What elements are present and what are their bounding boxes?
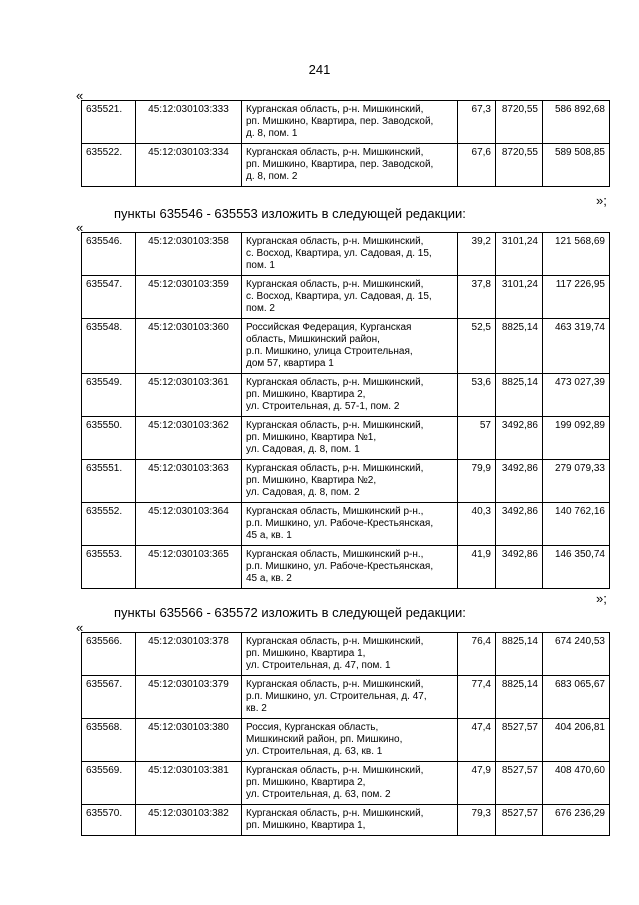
address-cell <box>242 417 458 460</box>
address-line: Курганская область, р-н. Мишкинский, <box>246 636 424 647</box>
area-cell: 41,9 <box>458 546 496 589</box>
cadastral-number-cell: 45:12:030103:381 <box>136 762 242 805</box>
area-cell: 79,3 <box>458 805 496 836</box>
table-row <box>82 319 610 374</box>
item-number-cell: 635522. <box>82 144 136 187</box>
area-cell: 53,6 <box>458 374 496 417</box>
item-number-cell: 635569. <box>82 762 136 805</box>
cadastral-number-cell: 45:12:030103:365 <box>136 546 242 589</box>
registry-table <box>81 232 610 589</box>
section-intro: пункты 635566 - 635572 изложить в следующей редакции: <box>114 605 466 620</box>
cadastral-cost-cell: 199 092,89 <box>543 417 610 460</box>
item-number-cell: 635570. <box>82 805 136 836</box>
unit-price-cell: 8720,55 <box>496 101 543 144</box>
registry-table <box>81 632 610 836</box>
address-line: д. 8, пом. 1 <box>246 128 298 139</box>
address-line: Курганская область, Мишкинский р-н., <box>246 549 424 560</box>
address-line: с. Восход, Квартира, ул. Садовая, д. 15, <box>246 248 432 259</box>
unit-price-cell: 8527,57 <box>496 762 543 805</box>
item-number-cell: 635553. <box>82 546 136 589</box>
address-cell <box>242 233 458 276</box>
address-line: Курганская область, р-н. Мишкинский, <box>246 236 424 247</box>
registry-table-body <box>82 233 610 589</box>
address-line: пом. 1 <box>246 260 275 271</box>
cadastral-cost-cell: 674 240,53 <box>543 633 610 676</box>
address-line: рп. Мишкино, Квартира 1, <box>246 648 366 659</box>
address-cell <box>242 319 458 374</box>
page-number: 241 <box>308 62 331 77</box>
address-line: пом. 2 <box>246 303 275 314</box>
cadastral-number-cell: 45:12:030103:378 <box>136 633 242 676</box>
item-number-cell: 635521. <box>82 101 136 144</box>
address-line: Российская Федерация, Курганская <box>246 322 412 333</box>
address-line: Курганская область, Мишкинский р-н., <box>246 506 424 517</box>
address-line: Курганская область, р-н. Мишкинский, <box>246 463 424 474</box>
address-cell <box>242 144 458 187</box>
address-line: рп. Мишкино, Квартира 2, <box>246 777 366 788</box>
table-row <box>82 417 610 460</box>
cadastral-number-cell: 45:12:030103:358 <box>136 233 242 276</box>
cadastral-cost-cell: 146 350,74 <box>543 546 610 589</box>
item-number-cell: 635551. <box>82 460 136 503</box>
address-line: ул. Строительная, д. 63, пом. 2 <box>246 789 391 800</box>
address-cell <box>242 719 458 762</box>
open-quote: « <box>76 220 84 235</box>
cadastral-cost-cell: 117 226,95 <box>543 276 610 319</box>
address-line: рп. Мишкино, Квартира №2, <box>246 475 377 486</box>
address-line: р.п. Мишкино, ул. Рабоче-Крестьянская, <box>246 561 434 572</box>
address-line: Курганская область, р-н. Мишкинский, <box>246 808 424 819</box>
address-line: ул. Строительная, д. 57-1, пом. 2 <box>246 401 400 412</box>
table-row <box>82 101 610 144</box>
cadastral-number-cell: 45:12:030103:380 <box>136 719 242 762</box>
item-number-cell: 635546. <box>82 233 136 276</box>
address-line: кв. 2 <box>246 703 267 714</box>
unit-price-cell: 3101,24 <box>496 276 543 319</box>
item-number-cell: 635548. <box>82 319 136 374</box>
open-quote: « <box>76 88 84 103</box>
address-line: с. Восход, Квартира, ул. Садовая, д. 15, <box>246 291 432 302</box>
address-cell <box>242 276 458 319</box>
table-row <box>82 633 610 676</box>
registry-table-body <box>82 101 610 187</box>
section-intro: пункты 635546 - 635553 изложить в следующей редакции: <box>114 206 466 221</box>
area-cell: 67,6 <box>458 144 496 187</box>
area-cell: 76,4 <box>458 633 496 676</box>
unit-price-cell: 3101,24 <box>496 233 543 276</box>
item-number-cell: 635550. <box>82 417 136 460</box>
table-row <box>82 762 610 805</box>
address-line: Курганская область, р-н. Мишкинский, <box>246 377 424 388</box>
address-cell <box>242 805 458 836</box>
address-line: ул. Строительная, д. 63, кв. 1 <box>246 746 383 757</box>
area-cell: 79,9 <box>458 460 496 503</box>
cadastral-cost-cell: 279 079,33 <box>543 460 610 503</box>
address-line: д. 8, пом. 2 <box>246 171 298 182</box>
unit-price-cell: 8825,14 <box>496 633 543 676</box>
cadastral-number-cell: 45:12:030103:363 <box>136 460 242 503</box>
cadastral-number-cell: 45:12:030103:333 <box>136 101 242 144</box>
address-cell <box>242 676 458 719</box>
cadastral-number-cell: 45:12:030103:379 <box>136 676 242 719</box>
table-row <box>82 460 610 503</box>
address-line: 45 а, кв. 2 <box>246 573 292 584</box>
address-line: Курганская область, р-н. Мишкинский, <box>246 679 424 690</box>
address-cell <box>242 503 458 546</box>
item-number-cell: 635547. <box>82 276 136 319</box>
cadastral-cost-cell: 404 206,81 <box>543 719 610 762</box>
address-line: р.п. Мишкино, улица Строительная, <box>246 346 413 357</box>
unit-price-cell: 3492,86 <box>496 417 543 460</box>
address-line: Курганская область, р-н. Мишкинский, <box>246 147 424 158</box>
unit-price-cell: 3492,86 <box>496 460 543 503</box>
table-row <box>82 719 610 762</box>
address-line: рп. Мишкино, Квартира №1, <box>246 432 377 443</box>
close-quote: »; <box>596 193 607 208</box>
table-row <box>82 805 610 836</box>
table-row <box>82 546 610 589</box>
table-row <box>82 144 610 187</box>
address-cell <box>242 374 458 417</box>
cadastral-cost-cell: 589 508,85 <box>543 144 610 187</box>
address-line: ул. Садовая, д. 8, пом. 1 <box>246 444 360 455</box>
cadastral-cost-cell: 463 319,74 <box>543 319 610 374</box>
cadastral-number-cell: 45:12:030103:359 <box>136 276 242 319</box>
item-number-cell: 635549. <box>82 374 136 417</box>
item-number-cell: 635567. <box>82 676 136 719</box>
address-cell <box>242 101 458 144</box>
address-line: рп. Мишкино, Квартира, пер. Заводской, <box>246 159 434 170</box>
unit-price-cell: 8527,57 <box>496 805 543 836</box>
area-cell: 77,4 <box>458 676 496 719</box>
cadastral-cost-cell: 121 568,69 <box>543 233 610 276</box>
cadastral-cost-cell: 676 236,29 <box>543 805 610 836</box>
address-line: ул. Садовая, д. 8, пом. 2 <box>246 487 360 498</box>
open-quote: « <box>76 620 84 635</box>
address-line: область, Мишкинский район, <box>246 334 380 345</box>
area-cell: 40,3 <box>458 503 496 546</box>
cadastral-cost-cell: 473 027,39 <box>543 374 610 417</box>
address-cell <box>242 762 458 805</box>
address-line: рп. Мишкино, Квартира 1, <box>246 820 366 831</box>
cadastral-number-cell: 45:12:030103:334 <box>136 144 242 187</box>
address-cell <box>242 460 458 503</box>
area-cell: 47,4 <box>458 719 496 762</box>
unit-price-cell: 3492,86 <box>496 503 543 546</box>
address-cell <box>242 546 458 589</box>
unit-price-cell: 8825,14 <box>496 319 543 374</box>
address-line: дом 57, квартира 1 <box>246 358 334 369</box>
cadastral-number-cell: 45:12:030103:362 <box>136 417 242 460</box>
unit-price-cell: 8720,55 <box>496 144 543 187</box>
address-line: ул. Строительная, д. 47, пом. 1 <box>246 660 391 671</box>
cadastral-number-cell: 45:12:030103:361 <box>136 374 242 417</box>
unit-price-cell: 8825,14 <box>496 676 543 719</box>
address-line: р.п. Мишкино, ул. Рабоче-Крестьянская, <box>246 518 434 529</box>
address-line: 45 а, кв. 1 <box>246 530 292 541</box>
address-line: Курганская область, р-н. Мишкинский, <box>246 765 424 776</box>
cadastral-cost-cell: 683 065,67 <box>543 676 610 719</box>
area-cell: 67,3 <box>458 101 496 144</box>
address-line: рп. Мишкино, Квартира, пер. Заводской, <box>246 116 434 127</box>
area-cell: 37,8 <box>458 276 496 319</box>
registry-table <box>81 100 610 187</box>
address-line: Мишкинский район, рп. Мишкино, <box>246 734 403 745</box>
address-line: р.п. Мишкино, ул. Строительная, д. 47, <box>246 691 427 702</box>
table-row <box>82 676 610 719</box>
area-cell: 52,5 <box>458 319 496 374</box>
close-quote: »; <box>596 591 607 606</box>
registry-table-body <box>82 633 610 836</box>
item-number-cell: 635568. <box>82 719 136 762</box>
area-cell: 57 <box>458 417 496 460</box>
cadastral-cost-cell: 408 470,60 <box>543 762 610 805</box>
item-number-cell: 635552. <box>82 503 136 546</box>
address-line: Курганская область, р-н. Мишкинский, <box>246 104 424 115</box>
cadastral-cost-cell: 140 762,16 <box>543 503 610 546</box>
table-row <box>82 374 610 417</box>
area-cell: 47,9 <box>458 762 496 805</box>
cadastral-number-cell: 45:12:030103:382 <box>136 805 242 836</box>
table-row <box>82 233 610 276</box>
area-cell: 39,2 <box>458 233 496 276</box>
address-line: Курганская область, р-н. Мишкинский, <box>246 279 424 290</box>
address-line: Курганская область, р-н. Мишкинский, <box>246 420 424 431</box>
cadastral-cost-cell: 586 892,68 <box>543 101 610 144</box>
item-number-cell: 635566. <box>82 633 136 676</box>
table-row <box>82 276 610 319</box>
cadastral-number-cell: 45:12:030103:360 <box>136 319 242 374</box>
unit-price-cell: 8527,57 <box>496 719 543 762</box>
address-line: Россия, Курганская область, <box>246 722 379 733</box>
table-row <box>82 503 610 546</box>
address-cell <box>242 633 458 676</box>
cadastral-number-cell: 45:12:030103:364 <box>136 503 242 546</box>
unit-price-cell: 3492,86 <box>496 546 543 589</box>
unit-price-cell: 8825,14 <box>496 374 543 417</box>
address-line: рп. Мишкино, Квартира 2, <box>246 389 366 400</box>
